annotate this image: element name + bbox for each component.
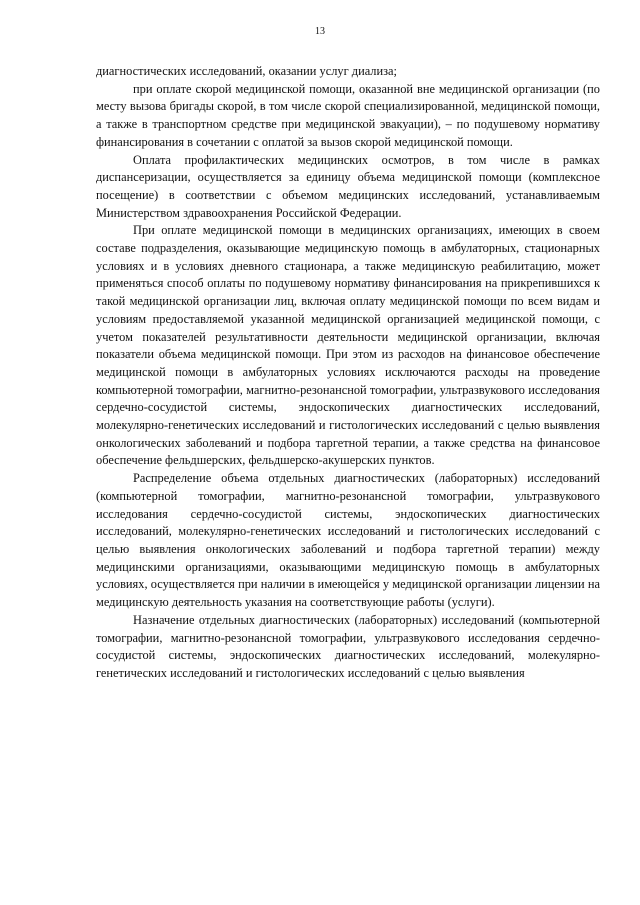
paragraph: диагностических исследований, оказании услуг диализа;: [96, 64, 397, 78]
paragraph: при оплате скорой медицинской помощи, оказанной вне медицинской организации (по месту вызова бригады скорой, в том числе скорой специализированной, медицинской помощи, а также в транспортном средстве при медицинской эвакуации), – по подушевому нормативу финансирования в сочетании с оплатой за вызов скорой медицинской помощи.: [96, 81, 600, 149]
paragraph: Назначение отдельных диагностических (лабораторных) исследований (компьютерной томографии, магнитно-резонансной томографии, ультразвукового исследования сердечно-сосудистой системы, эндоскопических диагностических исследований, молекулярно-генетических исследований и гистологических исследований с целью выявления: [96, 612, 600, 680]
paragraph: Оплата профилактических медицинских осмотров, в том числе в рамках диспансеризации, осуществляется за единицу объема медицинской помощи (комплексное посещение) в соответствии с объемом медицинских исследований, устанавливаемым Министерством здравоохранения Российской Федерации.: [96, 152, 600, 220]
page-number: 13: [315, 26, 325, 37]
paragraph: При оплате медицинской помощи в медицинских организациях, имеющих в своем составе подразделения, оказывающие медицинскую помощь в амбулаторных, стационарных условиях и в условиях дневного стационара, а также медицинскую реабилитацию, может применяться способ оплаты по подушевому нормативу финансирования на прикрепившихся к такой медицинской организации лиц, включая оплату медицинской помощи по всем видам и условиям предоставляемой указанной медицинской организацией медицинской помощи, с учетом показателей результативности деятельности медицинской организации, включая показатели объема медицинской помощи. При этом из расходов на финансовое обеспечение медицинской помощи в амбулаторных условиях исключаются расходы на проведение компьютерной томографии, магнитно-резонансной томографии, ультразвукового исследования сердечно-сосудистой системы, эндоскопических диагностических исследований, молекулярно-генетических исследований и гистологических исследований с целью выявления онкологических заболеваний и подбора таргетной терапии, а также средства на финансовое обеспечение фельдшерских, фельдшерско-акушерских пунктов.: [96, 223, 600, 468]
body-text: [96, 63, 600, 683]
paragraph: Распределение объема отдельных диагностических (лабораторных) исследований (компьютерной томографии, магнитно-резонансной томографии, ультразвукового исследования сердечно-сосудистой системы, эндоскопических диагностических исследований, молекулярно-генетических исследований и гистологических исследований с целью выявления онкологических заболеваний и подбора таргетной терапии) между медицинскими организациями, оказывающими медицинскую помощь в амбулаторных условиях, осуществляется при наличии в имеющейся у медицинской организации лицензии на медицинскую деятельность указания на соответствующие работы (услуги).: [96, 471, 600, 610]
